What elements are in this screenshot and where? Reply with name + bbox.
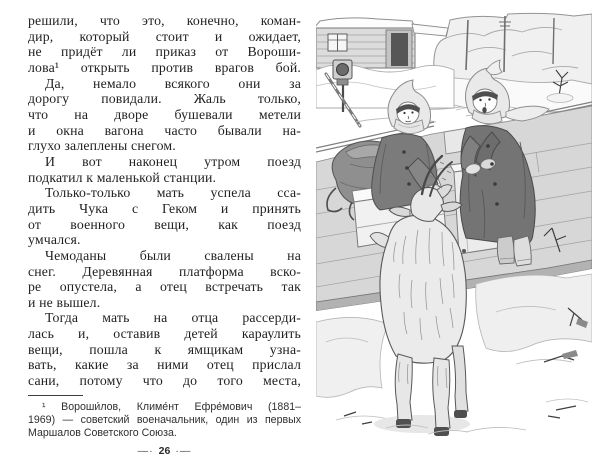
- text-line: сани, потому что до того места,: [28, 373, 301, 389]
- text-line: снег. Деревянная платформа вско-: [28, 263, 301, 279]
- text-line: ре опустела, а отец встречать так: [28, 279, 301, 295]
- text-line: решили, что это, конечно, коман-: [28, 13, 301, 28]
- house-doorway: [391, 33, 408, 66]
- text-line: Чемоданы были свалены на: [45, 247, 301, 263]
- footer-ornament-right: ·—: [175, 445, 192, 457]
- text-line: Да, немало всякого они за: [45, 75, 301, 91]
- text-line: умчался.: [28, 232, 81, 248]
- footnote-rule: [28, 395, 83, 396]
- footnote-line: ¹ Вороши́лов, Климе́нт Ефре́мович (1881–: [42, 401, 301, 413]
- body-text: [28, 13, 301, 389]
- text-line: подкатил к маленькой станции.: [28, 169, 217, 185]
- text-line: не придёт ли приказ от Вороши-: [28, 44, 301, 60]
- text-line: лова¹ открыть против врагов бой.: [28, 59, 301, 75]
- text-line: и не вышел.: [28, 294, 101, 310]
- text-line: от военного вещи, как поезд: [28, 216, 301, 232]
- text-line: глухо залеплены снегом.: [28, 138, 176, 154]
- footnote-line: 1969) — советский военачальник, один из первых: [28, 414, 301, 426]
- text-line: вать, какие за ними отец прислал: [28, 357, 301, 373]
- text-line: дить Чука с Геком и принять: [28, 200, 301, 216]
- text-line: вещи, пошла к ямщикам узна-: [28, 341, 301, 357]
- text-line: и окна вагона часто бывали на-: [28, 122, 301, 138]
- text-line: дир, который стоит и ожидает,: [28, 28, 301, 44]
- text-line: дорогу повидали. Жаль только,: [28, 91, 301, 107]
- right-child-boot: [497, 236, 514, 264]
- page-footer: [28, 445, 301, 457]
- footnote-line: Маршалов Советского Союза.: [28, 427, 177, 439]
- text-line: Только-только мать успела сса-: [45, 185, 301, 201]
- text-line: лась и, оставив детей караулить: [28, 326, 301, 342]
- goat-body: [380, 215, 466, 363]
- text-line: что на дворе бушевали метели: [28, 106, 301, 122]
- forest: [434, 13, 592, 112]
- footnote: [28, 401, 301, 440]
- text-line: И вот наконец утром поезд: [45, 153, 301, 169]
- page-number: 26: [158, 445, 171, 457]
- text-line: Тогда мать на отца рассерди-: [45, 310, 301, 326]
- footer-ornament-left: —·: [137, 445, 154, 457]
- right-child-boot: [514, 236, 531, 266]
- illustration: [316, 12, 592, 455]
